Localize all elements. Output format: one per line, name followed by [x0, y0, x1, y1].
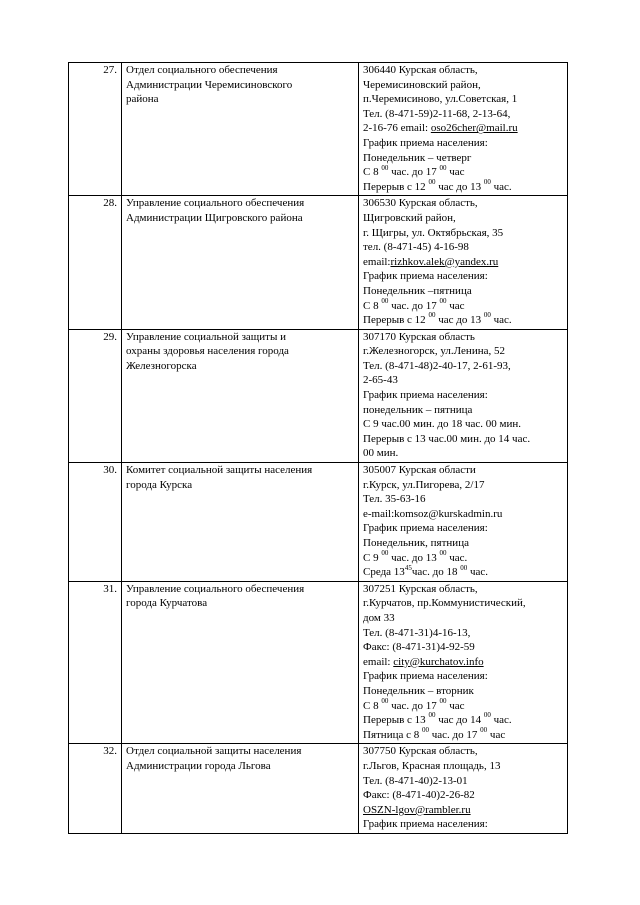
contact-text: Перерыв с 12 [363, 314, 429, 327]
contact-line [363, 107, 563, 122]
office-name [122, 463, 359, 582]
contact-line [363, 269, 563, 284]
contact-text: г. Щигры, ул. Октябрьская, 35 [363, 226, 504, 239]
office-name-line: Железногорска [126, 359, 197, 372]
contact-text: График приема населения: [363, 389, 488, 402]
time-superscript: 00 [483, 311, 491, 320]
time-superscript: 00 [460, 563, 468, 572]
table-row [69, 744, 568, 834]
table-row [69, 329, 568, 462]
contact-text: 2-16-76 email: [363, 122, 431, 135]
contact-line [363, 684, 563, 699]
contact-text: Тел. (8-471-40)2-13-01 [363, 774, 468, 787]
contact-line [363, 92, 563, 107]
contact-line [363, 611, 563, 626]
office-name-line: Управление социального обеспечения [126, 582, 305, 595]
office-name-line: Отдел социального обеспечения [126, 64, 278, 76]
time-superscript: 00 [422, 726, 429, 735]
contact-text: 307750 Курская область, [363, 745, 478, 758]
contact-line [363, 432, 563, 447]
contact-line [363, 788, 563, 803]
office-name [122, 744, 359, 834]
office-name [122, 63, 359, 196]
contact-line [363, 165, 563, 180]
time-superscript: 00 [439, 696, 447, 705]
contact-line [363, 463, 563, 478]
office-contacts [359, 463, 568, 582]
time-superscript: 00 [483, 178, 491, 187]
contact-line [363, 669, 563, 684]
contact-text: час [487, 728, 506, 741]
office-contacts [359, 581, 568, 744]
contact-line [363, 817, 563, 832]
office-name-line: Администрации города Льгова [126, 759, 271, 772]
contact-text: Тел. 35-63-16 [363, 493, 426, 506]
contact-text: час до 13 [435, 314, 484, 327]
contact-text: час. [490, 714, 512, 727]
contact-text: час. до 17 [429, 728, 481, 741]
email-link[interactable]: oso26cher@mail.ru [430, 122, 518, 135]
contact-text: С 9 час.00 мин. до 18 час. 00 мин. [363, 418, 521, 431]
contact-line [363, 655, 563, 670]
office-name-line: города Курчатова [126, 597, 208, 610]
contact-line [363, 696, 563, 714]
contact-text: час. до 17 [388, 166, 440, 179]
contact-line [363, 226, 563, 241]
row-number: 31. [69, 581, 122, 744]
contact-text: 307251 Курская область, [363, 582, 478, 595]
office-contacts [359, 63, 568, 196]
table-row [69, 581, 568, 744]
contact-text: Понедельник – вторник [363, 684, 474, 697]
office-name [122, 329, 359, 462]
contact-text: График приема населения: [363, 818, 488, 831]
email-link[interactable]: city@kurchatov.info [393, 655, 484, 668]
contact-line [363, 596, 563, 611]
office-name-line: Управление социальной защиты и [126, 330, 286, 343]
contact-line [363, 388, 563, 403]
contact-line [363, 403, 563, 418]
row-number: 27. [69, 63, 122, 196]
contact-line [363, 78, 563, 93]
offices-table-body [69, 63, 568, 834]
contact-text: час [446, 699, 465, 712]
time-superscript: 00 [439, 296, 447, 305]
contact-text: email: [363, 255, 391, 268]
time-superscript: 00 [381, 163, 389, 172]
contact-line [363, 373, 563, 388]
contact-text: час. до 17 [388, 699, 440, 712]
time-superscript: 00 [428, 311, 436, 320]
contact-line [363, 240, 563, 255]
contact-text: Пятница с 8 [363, 728, 422, 741]
time-superscript: 00 [439, 163, 447, 172]
office-name-line: города Курска [126, 478, 193, 491]
office-name [122, 196, 359, 329]
contact-text: Факс: (8-471-40)2-26-82 [363, 789, 475, 802]
table-row [69, 63, 568, 196]
contact-text: Тел. (8-471-48)2-40-17, 2-61-93, [363, 359, 511, 372]
row-number: 30. [69, 463, 122, 582]
contact-text: час. [490, 180, 512, 193]
contact-line [363, 626, 563, 641]
contact-text: С 8 [363, 299, 382, 312]
contact-line [363, 803, 563, 818]
contact-text: График приема населения: [363, 670, 488, 683]
contact-text: Факс: (8-471-31)4-92-59 [363, 641, 475, 654]
contact-line [363, 313, 563, 328]
contact-text: час [446, 299, 465, 312]
contact-text: Перерыв с 13 час.00 мин. до 14 час. [363, 432, 531, 445]
contact-line [363, 728, 563, 743]
contact-text: email: [363, 655, 394, 668]
contact-text: час до 13 [435, 180, 484, 193]
contact-text: Понедельник, пятница [363, 537, 469, 549]
contact-text: Тел. (8-471-31)4-16-13, [363, 626, 471, 639]
contact-text: г.Курчатов, пр.Коммунистический, [363, 597, 526, 610]
office-name-line: Администрации Черемисиновского [126, 78, 293, 91]
contact-text: г.Железногорск, ул.Ленина, 52 [363, 345, 505, 358]
office-contacts [359, 744, 568, 834]
contact-line [363, 196, 563, 211]
office-name-line: Отдел социальной защиты населения [126, 745, 302, 758]
contact-text: e-mail:komsoz@kurskadmin.ru [363, 507, 503, 520]
contact-text: С 9 [363, 551, 382, 564]
contact-text: час. до 18 [411, 566, 461, 579]
row-number: 28. [69, 196, 122, 329]
office-name-line: района [126, 93, 159, 106]
office-contacts [359, 196, 568, 329]
contact-text: 305007 Курская области [363, 464, 476, 477]
contact-line [363, 759, 563, 774]
office-contacts [359, 329, 568, 462]
contact-line [363, 582, 563, 597]
office-name-line: охраны здоровья населения города [126, 345, 289, 358]
contact-line [363, 446, 563, 461]
time-superscript: 00 [428, 178, 436, 187]
contact-line [363, 507, 563, 522]
contact-text: Понедельник –пятница [363, 284, 472, 297]
contact-text: С 8 [363, 699, 382, 712]
contact-text: График приема населения: [363, 270, 488, 283]
contact-text: График приема населения: [363, 136, 488, 149]
contact-line [363, 63, 563, 78]
contact-text: час [446, 166, 465, 179]
contact-line [363, 492, 563, 507]
contact-line [363, 565, 563, 580]
offices-table [68, 62, 568, 834]
row-number: 32. [69, 744, 122, 834]
office-name-line: Комитет социальной защиты населения [126, 464, 313, 477]
table-row [69, 463, 568, 582]
contact-line [363, 640, 563, 655]
contact-text: 2-65-43 [363, 374, 398, 387]
contact-text: Среда 13 [363, 566, 405, 579]
row-number: 29. [69, 329, 122, 462]
contact-line [363, 284, 563, 299]
contact-line [363, 359, 563, 374]
contact-line [363, 536, 563, 551]
contact-line [363, 255, 563, 270]
time-superscript: 00 [428, 711, 436, 720]
contact-line [363, 211, 563, 226]
contact-text: Щигровский район, [363, 211, 456, 224]
contact-text: 00 мин. [363, 447, 399, 460]
contact-text: Перерыв с 12 [363, 180, 429, 193]
contact-text: час до 14 [435, 714, 484, 727]
time-superscript: 00 [480, 726, 488, 735]
contact-line [363, 344, 563, 359]
office-name-line: Управление социального обеспечения [126, 197, 305, 210]
contact-text: 306440 Курская область, [363, 64, 478, 76]
office-name-line: Администрации Щигровского района [126, 211, 303, 224]
contact-line [363, 417, 563, 432]
time-superscript: 00 [483, 711, 491, 720]
contact-line [363, 136, 563, 151]
time-superscript: 00 [381, 296, 389, 305]
contact-text: Тел. (8-471-59)2-11-68, 2-13-64, [363, 107, 511, 120]
contact-text: п.Черемисиново, ул.Советская, 1 [363, 93, 518, 106]
contact-line [363, 478, 563, 493]
contact-line [363, 121, 563, 136]
contact-text: г.Курск, ул.Пигорева, 2/17 [363, 478, 485, 491]
time-superscript: 00 [439, 548, 447, 557]
time-superscript: 00 [381, 696, 389, 705]
contact-text: С 8 [363, 166, 382, 179]
email-link[interactable]: OSZN-lgov@rambler.ru [363, 803, 471, 816]
contact-line [363, 744, 563, 759]
contact-text: час. до 13 [388, 551, 440, 564]
email-link[interactable]: rizhkov.alek@yandex.ru [390, 255, 499, 268]
office-name [122, 581, 359, 744]
contact-text: тел. (8-471-45) 4-16-98 [363, 241, 469, 254]
contact-text: Перерыв с 13 [363, 714, 429, 727]
contact-text: час. [446, 551, 468, 564]
contact-text: 307170 Курская область [363, 330, 475, 343]
contact-line [363, 521, 563, 536]
contact-text: Черемисиновский район, [363, 78, 481, 91]
contact-line [363, 180, 563, 195]
contact-line [363, 548, 563, 566]
contact-text: час. [467, 566, 489, 579]
table-row [69, 196, 568, 329]
contact-text: График приема населения: [363, 522, 488, 535]
contact-text: час. [490, 314, 512, 327]
contact-text: 306530 Курская область, [363, 197, 478, 210]
time-superscript: 45 [404, 563, 412, 572]
time-superscript: 00 [381, 548, 389, 557]
contact-text: понедельник – пятница [363, 403, 473, 416]
contact-text: Понедельник – четверг [363, 151, 472, 164]
contact-line [363, 774, 563, 789]
contact-text: дом 33 [363, 611, 395, 624]
contact-text: час. до 17 [388, 299, 440, 312]
contact-line [363, 296, 563, 314]
contact-line [363, 151, 563, 166]
contact-line [363, 330, 563, 345]
contact-line [363, 713, 563, 728]
contact-text: г.Льгов, Красная площадь, 13 [363, 759, 501, 772]
